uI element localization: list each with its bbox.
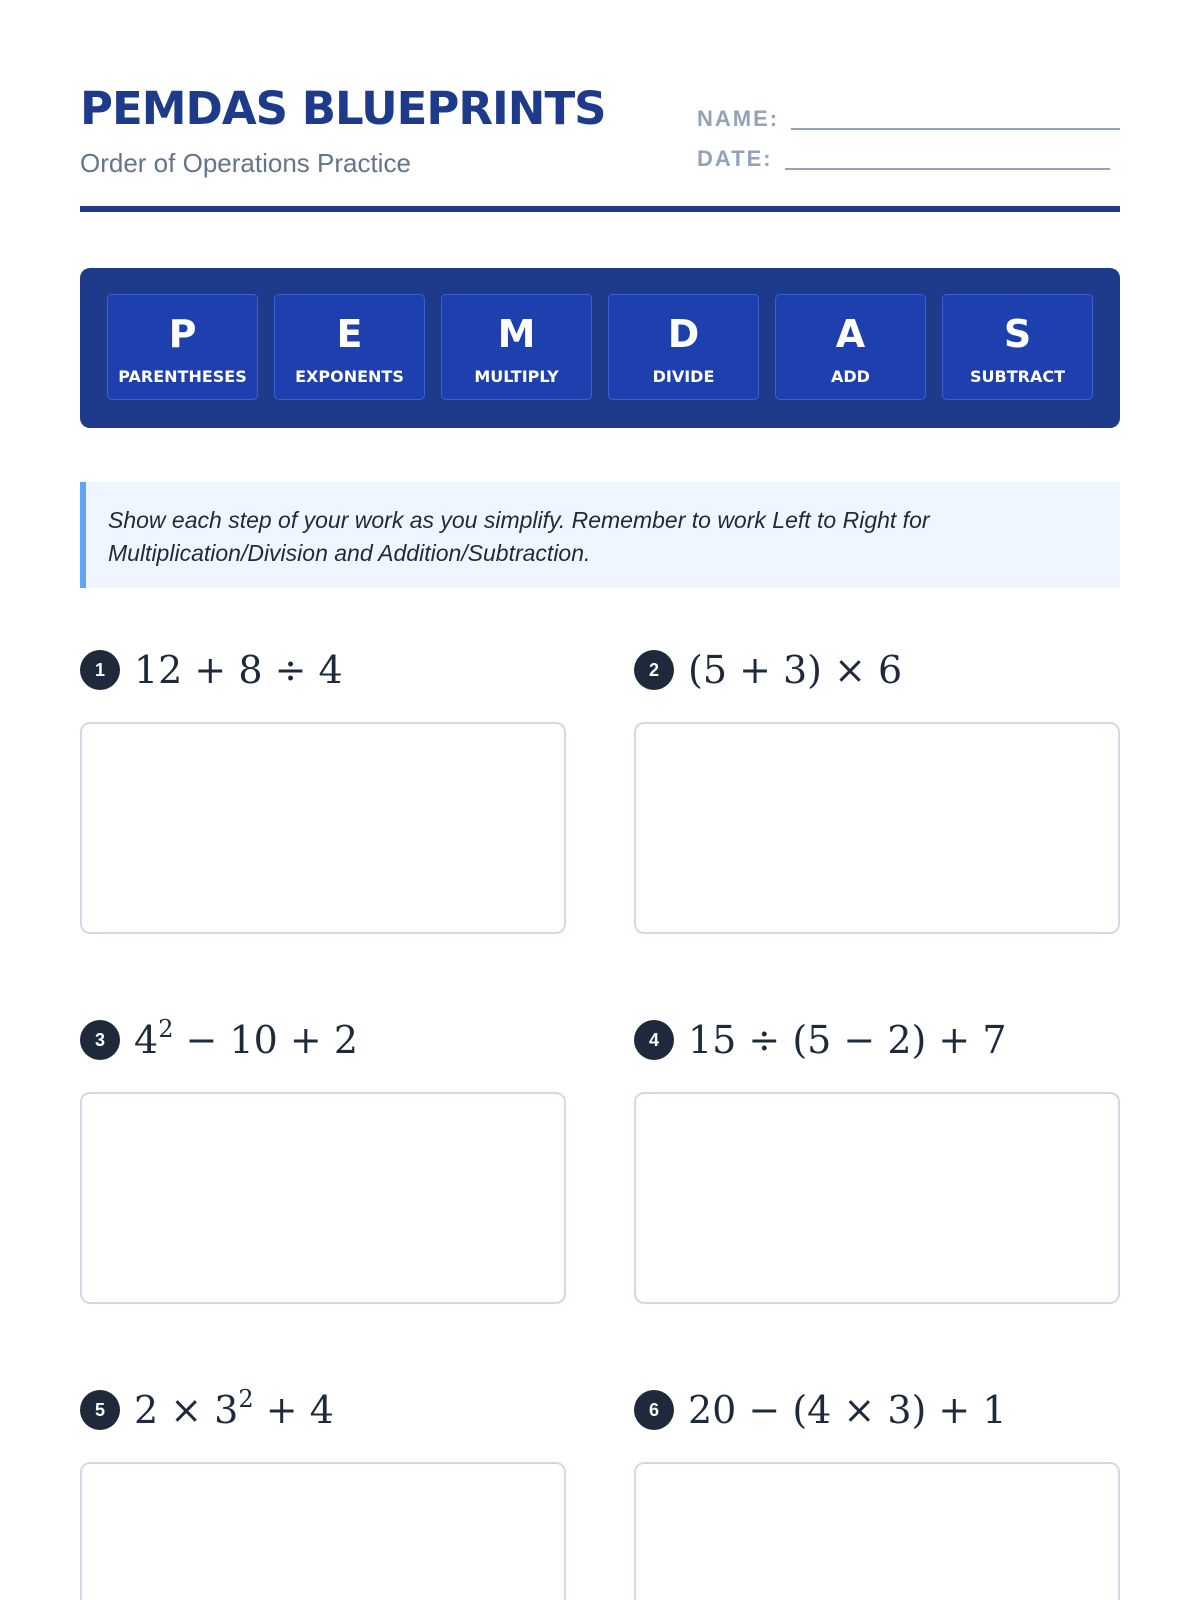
pemdas-card-m [441,294,592,400]
work-area[interactable] [80,722,566,934]
pemdas-card-a [775,294,926,400]
pemdas-letter: A [835,312,866,356]
pemdas-letter: S [1003,312,1032,356]
exponent: 2 [158,1015,174,1043]
pemdas-card-d [608,294,759,400]
pemdas-card-e [274,294,425,400]
date-row [697,134,1110,174]
pemdas-word: ADD [831,367,870,386]
name-label: NAME: [697,106,780,131]
page-title: PEMDAS BLUEPRINTS [80,82,606,135]
pemdas-card-p [107,294,258,400]
name-field-line[interactable] [791,127,1120,130]
problem-header [80,1385,334,1432]
expression-base: 4 [134,1018,159,1062]
problem-number-badge: 1 [80,650,120,690]
problem-number-badge: 3 [80,1020,120,1060]
exponent: 2 [238,1385,254,1413]
expression-rest: + 4 [253,1388,334,1432]
pemdas-card-s [942,294,1093,400]
problem-number-badge: 5 [80,1390,120,1430]
date-field-line[interactable] [785,167,1110,170]
problem-expression [134,1385,334,1432]
problem-expression [134,648,343,692]
date-label: DATE: [697,146,773,171]
worksheet-page [80,0,1120,1600]
expression-text: 12 + 8 ÷ 4 [134,648,343,692]
name-row [697,94,1120,134]
worksheet-header [80,78,1120,218]
expression-text: (5 + 3) × 6 [688,648,903,692]
pemdas-banner [80,268,1120,428]
pemdas-letter: M [497,312,536,356]
expression-text: 15 ÷ (5 − 2) + 7 [688,1018,1007,1062]
work-area[interactable] [80,1092,566,1304]
problem-header [80,648,343,692]
pemdas-word: SUBTRACT [970,367,1065,386]
problem-number-badge: 2 [634,650,674,690]
problem-expression [688,648,902,692]
problem-header [634,1018,1007,1062]
expression-base: 2 × 3 [134,1388,239,1432]
instructions-callout: Show each step of your work as you simplify. Remember to work Left to Right for Multiplication/Division and Addition/Subtraction. [80,482,1120,588]
problem-expression [134,1015,358,1062]
problem-header [634,1388,1007,1432]
expression-rest: − 10 + 2 [173,1018,358,1062]
pemdas-letter: P [168,312,197,356]
problem-header [634,648,902,692]
pemdas-letter: E [336,312,363,356]
problem-number-badge: 4 [634,1020,674,1060]
work-area[interactable] [80,1462,566,1600]
pemdas-word: EXPONENTS [295,367,404,386]
pemdas-letters [107,294,1093,400]
problem-header [80,1015,358,1062]
pemdas-word: MULTIPLY [474,367,559,386]
pemdas-word: DIVIDE [652,367,715,386]
work-area[interactable] [634,1092,1120,1304]
expression-text: 20 − (4 × 3) + 1 [688,1388,1007,1432]
problem-number-badge: 6 [634,1390,674,1430]
header-divider [80,206,1120,212]
work-area[interactable] [634,1462,1120,1600]
work-area[interactable] [634,722,1120,934]
pemdas-letter: D [667,312,700,356]
problem-expression [688,1388,1007,1432]
pemdas-word: PARENTHESES [118,367,247,386]
page-subtitle: Order of Operations Practice [80,148,411,178]
problem-expression [688,1018,1007,1062]
